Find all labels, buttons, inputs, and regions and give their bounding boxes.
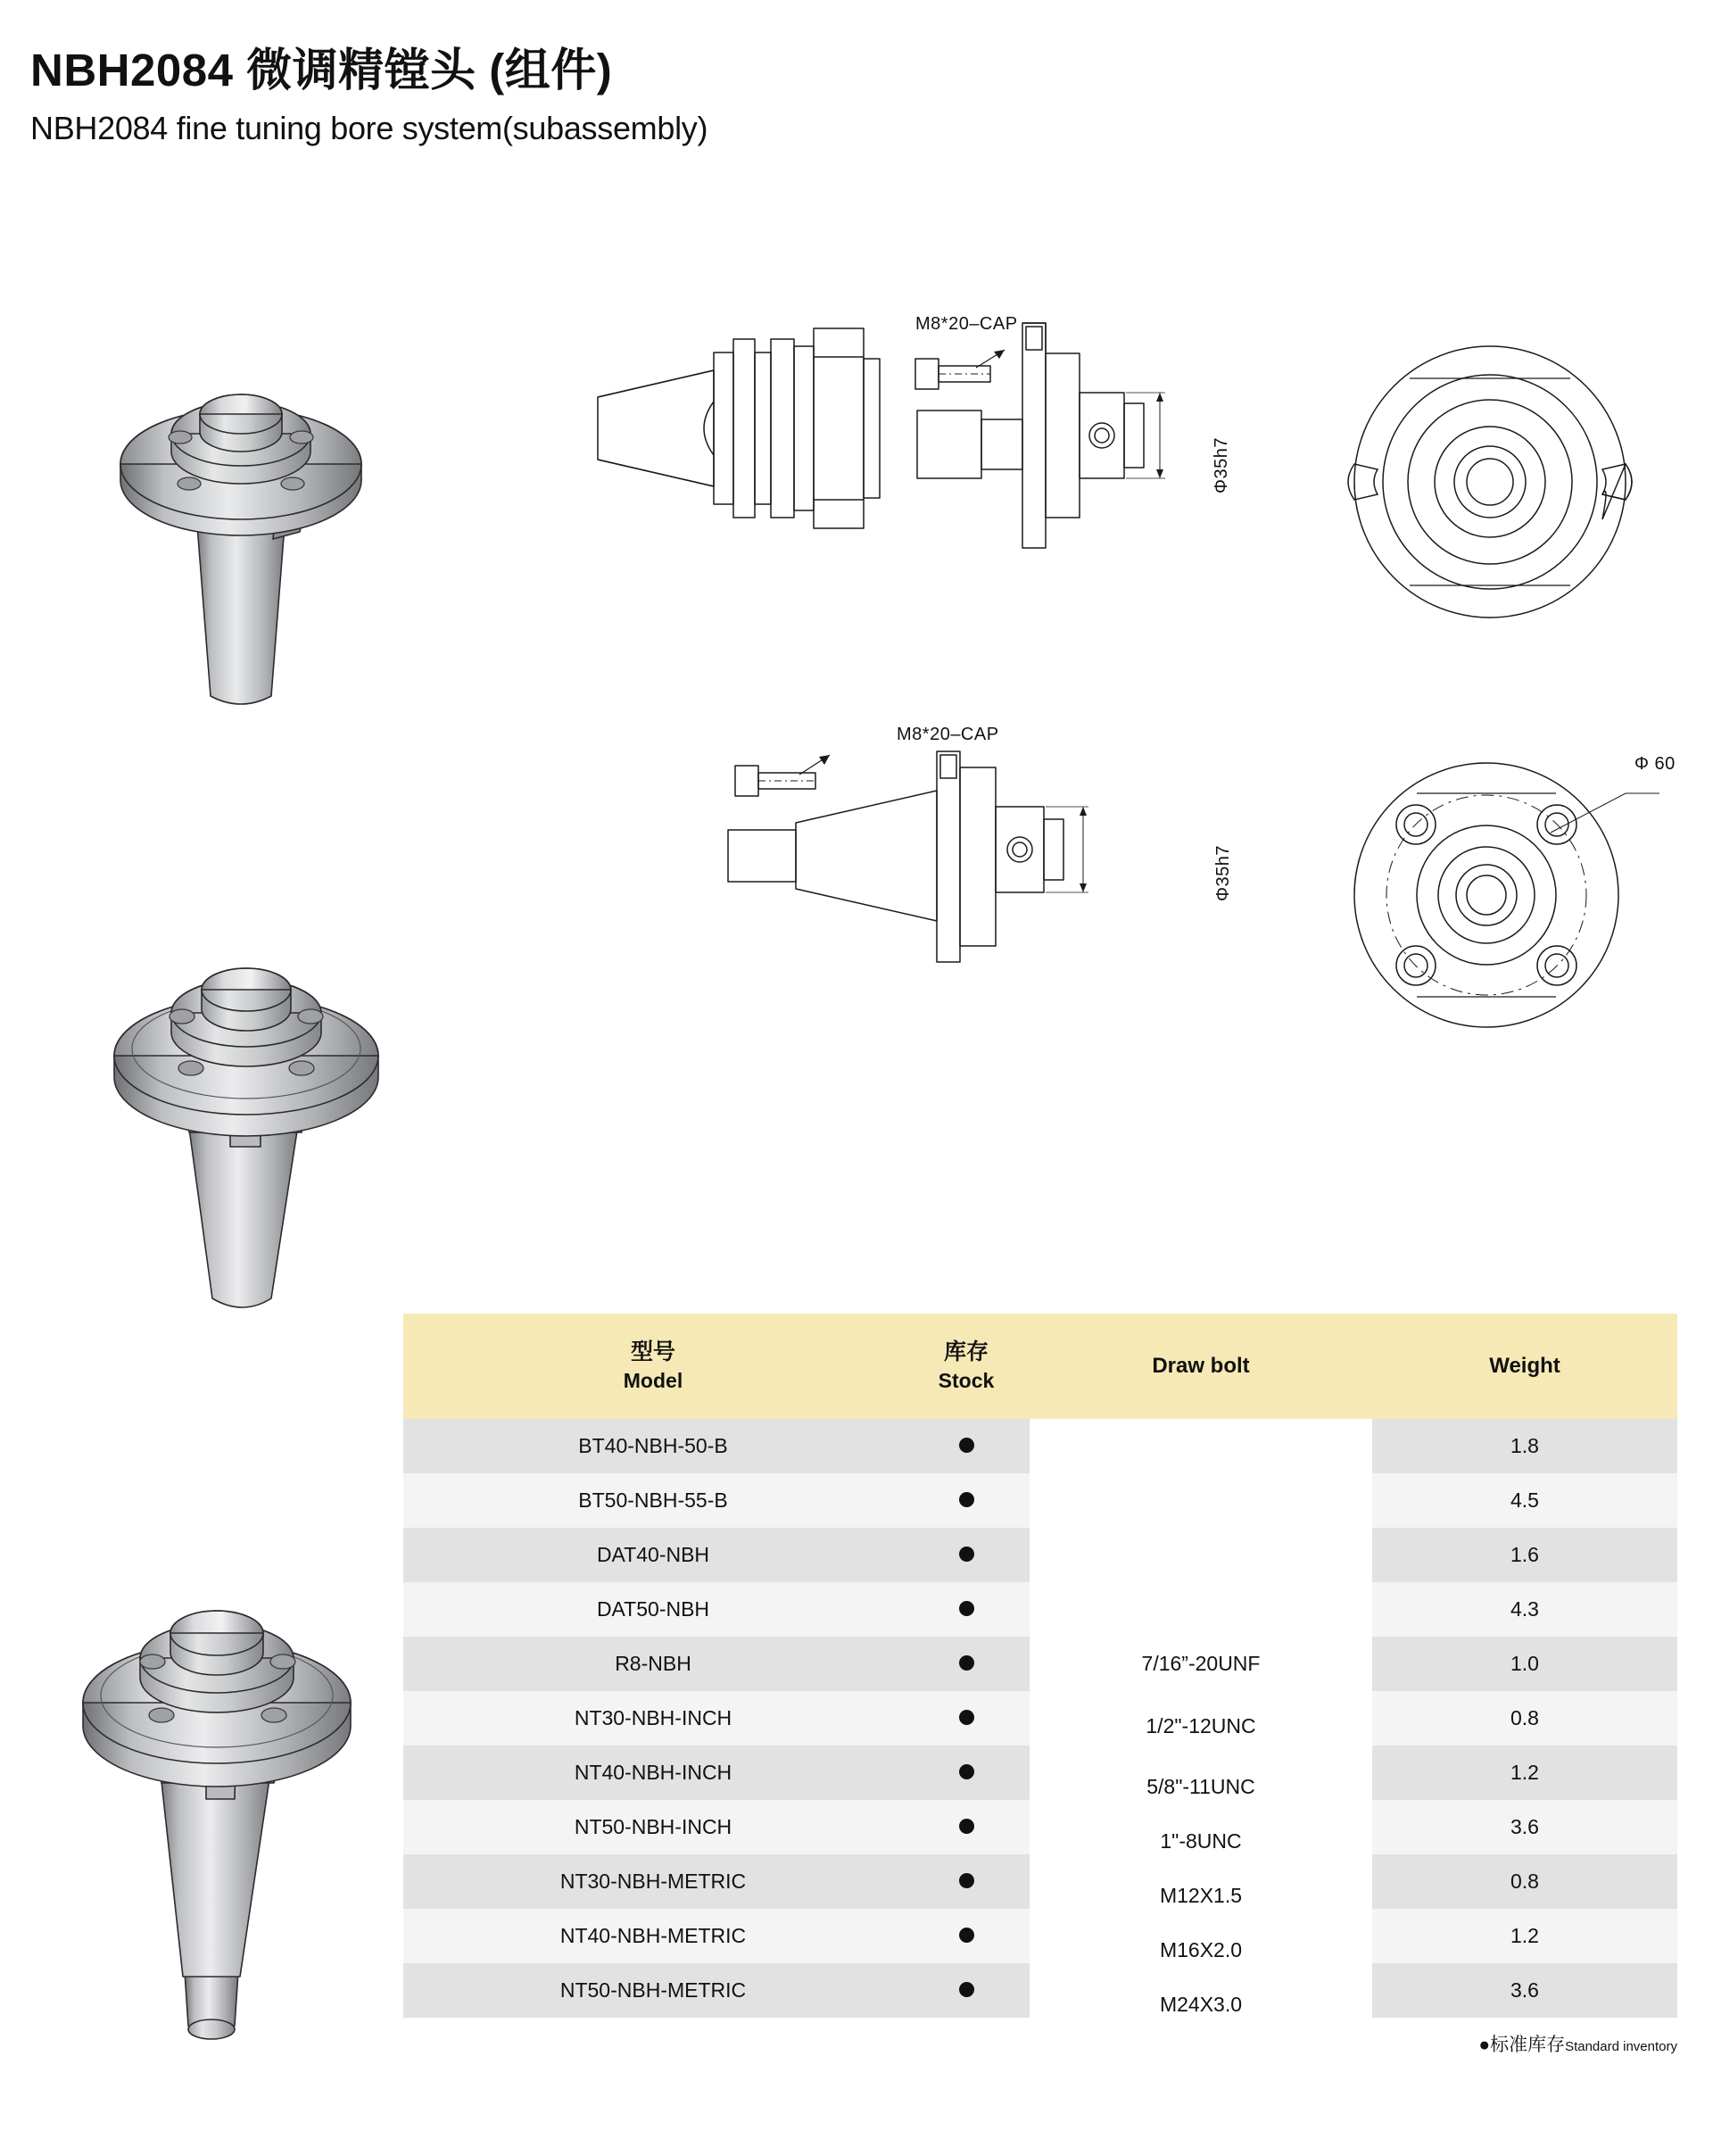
table-row: [403, 1800, 1677, 1854]
cell-model: NT50-NBH-INCH: [403, 1800, 903, 1854]
stock-dot-icon: [959, 1438, 974, 1453]
drawing-label-bolt-top: M8*20–CAP: [915, 314, 1018, 334]
cell-stock: [903, 1637, 1030, 1691]
cell-weight: 4.3: [1372, 1582, 1677, 1637]
technical-drawing-nt-end-view: [1312, 754, 1668, 1040]
footnote-text-en: Standard inventory: [1565, 2039, 1677, 2054]
drawing-label-diameter-bottom: Φ35h7: [1213, 845, 1233, 901]
cell-weight: 3.6: [1372, 1800, 1677, 1854]
draw-bolt-text: 5/8"-11UNC: [1146, 1775, 1255, 1798]
cell-draw-bolt: [1030, 1909, 1372, 1963]
table-header-model-en: Model: [623, 1369, 683, 1393]
footnote-text-cn: 标准库存: [1490, 2035, 1566, 2055]
draw-bolt-text: M16X2.0: [1159, 1938, 1243, 1961]
drawing-label-bolt-bottom: M8*20–CAP: [897, 725, 999, 744]
cell-draw-bolt: [1030, 1528, 1372, 1582]
table-row: [403, 1637, 1677, 1691]
page-title-cn: NBH2084 微调精镗头 (组件): [30, 45, 613, 95]
cell-weight: 0.8: [1372, 1691, 1677, 1746]
cell-draw-bolt: [1030, 1419, 1372, 1473]
cell-stock: [903, 1582, 1030, 1637]
cell-model: NT40-NBH-METRIC: [403, 1909, 903, 1963]
stock-dot-icon: [959, 1547, 974, 1562]
cell-weight: 0.8: [1372, 1854, 1677, 1909]
cell-weight: 1.8: [1372, 1419, 1677, 1473]
cell-stock: [903, 1473, 1030, 1528]
table-row: [403, 1528, 1677, 1582]
table-header-stock-en: Stock: [938, 1369, 995, 1393]
table-row: [403, 1473, 1677, 1528]
table-row: [403, 1746, 1677, 1800]
table-row: [403, 1963, 1677, 2018]
cell-model: NT30-NBH-INCH: [403, 1691, 903, 1746]
specification-table: [403, 1314, 1677, 2018]
cell-stock: [903, 1963, 1030, 2018]
cell-stock: [903, 1909, 1030, 1963]
technical-drawing-nt-side-view: [714, 714, 1267, 1017]
footnote-dot-icon: ●: [1478, 2035, 1491, 2055]
table-row: [403, 1582, 1677, 1637]
cell-stock: [903, 1800, 1030, 1854]
draw-bolt-text: 1/2"-12UNC: [1146, 1714, 1256, 1737]
stock-dot-icon: [959, 1928, 974, 1943]
table-header-row: [403, 1314, 1677, 1419]
cell-model: BT50-NBH-55-B: [403, 1473, 903, 1528]
cell-draw-bolt: [1030, 1691, 1372, 1746]
table-row: [403, 1909, 1677, 1963]
cell-weight: 1.2: [1372, 1909, 1677, 1963]
drawing-label-bolt-circle: Φ 60: [1634, 754, 1676, 774]
cell-draw-bolt: [1030, 1963, 1372, 2018]
technical-drawing-bt-end-view: [1320, 330, 1659, 634]
technical-drawing-bt-side-view: [580, 303, 1249, 643]
draw-bolt-text: M24X3.0: [1159, 1993, 1243, 2016]
cell-weight: 4.5: [1372, 1473, 1677, 1528]
cell-draw-bolt: [1030, 1473, 1372, 1528]
table-row: [403, 1691, 1677, 1746]
table-header-model: [403, 1314, 903, 1419]
table-row: [403, 1419, 1677, 1473]
draw-bolt-text: 1"-8UNC: [1160, 1829, 1242, 1853]
page-title-en: NBH2084 fine tuning bore system(subassembly): [30, 109, 708, 146]
product-render-r8-taper: [40, 1526, 397, 2097]
cell-model: NT30-NBH-METRIC: [403, 1854, 903, 1909]
stock-dot-icon: [959, 1764, 974, 1779]
table-header-stock-cn: 库存: [943, 1339, 989, 1364]
stock-dot-icon: [959, 1492, 974, 1507]
cell-stock: [903, 1746, 1030, 1800]
cell-draw-bolt: 7/16”-20UNF: [1141, 1652, 1261, 1675]
cell-model: DAT50-NBH: [403, 1582, 903, 1637]
stock-dot-icon: [959, 1601, 974, 1616]
table-footnote: [1478, 2030, 1677, 2057]
product-render-bt-taper: [80, 321, 401, 785]
stock-dot-icon: [959, 1710, 974, 1725]
cell-stock: [903, 1854, 1030, 1909]
cell-weight: 1.0: [1372, 1637, 1677, 1691]
table-header-model-cn: 型号: [630, 1339, 675, 1364]
cell-draw-bolt: [1030, 1800, 1372, 1854]
cell-stock: [903, 1528, 1030, 1582]
stock-dot-icon: [959, 1982, 974, 1997]
cell-stock: [903, 1691, 1030, 1746]
drawing-label-diameter-top: Φ35h7: [1212, 437, 1231, 493]
table-header-weight: Weight: [1372, 1314, 1677, 1419]
cell-draw-bolt: [1030, 1746, 1372, 1800]
cell-weight: 1.6: [1372, 1528, 1677, 1582]
table-row: [403, 1854, 1677, 1909]
page-header: [30, 45, 1101, 147]
stock-dot-icon: [959, 1655, 974, 1671]
cell-stock: [903, 1419, 1030, 1473]
stock-dot-icon: [959, 1873, 974, 1888]
cell-model: NT40-NBH-INCH: [403, 1746, 903, 1800]
table-header-draw-bolt: Draw bolt: [1030, 1314, 1372, 1419]
table-header-stock: [903, 1314, 1030, 1419]
cell-weight: 1.2: [1372, 1746, 1677, 1800]
cell-model: BT40-NBH-50-B: [403, 1419, 903, 1473]
cell-model: DAT40-NBH: [403, 1528, 903, 1582]
cell-draw-bolt: [1030, 1854, 1372, 1909]
cell-model: R8-NBH: [403, 1637, 903, 1691]
cell-model: NT50-NBH-METRIC: [403, 1963, 903, 2018]
stock-dot-icon: [959, 1819, 974, 1834]
cell-draw-bolt: [1030, 1582, 1372, 1637]
cell-weight: 3.6: [1372, 1963, 1677, 2018]
draw-bolt-text: M12X1.5: [1159, 1884, 1243, 1907]
product-render-nt-taper: [71, 879, 419, 1379]
